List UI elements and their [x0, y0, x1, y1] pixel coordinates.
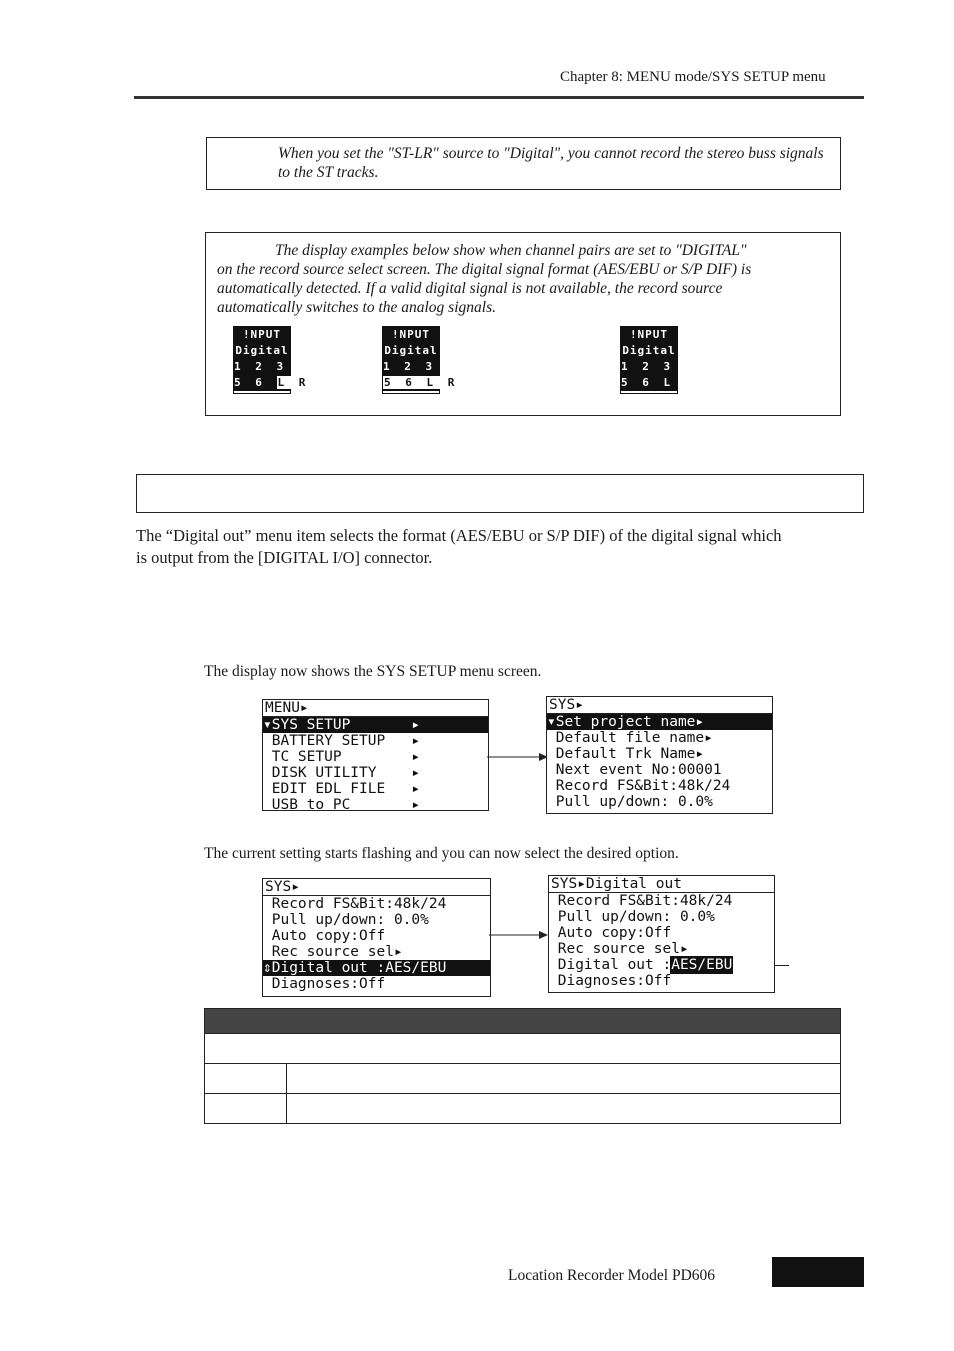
callout-line: [775, 965, 789, 966]
lcd-row: Rec source sel▸: [263, 944, 403, 960]
lcd-row: Auto copy:Off: [263, 928, 386, 944]
arrow-right-icon: [489, 928, 549, 942]
note-line-2: on the record source select screen. The digital signal format (AES/EBU or S/P DIF) is: [217, 261, 752, 278]
note-box-st-lr: [206, 137, 841, 190]
lcd-row-selected: ▾SYS SETUP ▸: [263, 717, 488, 733]
section-title-box: [136, 474, 864, 513]
lcd-row: BATTERY SETUP ▸: [263, 733, 421, 749]
lcd-row: Diagnoses:Off: [263, 976, 386, 992]
arrow-right-icon: [487, 750, 549, 764]
lcd-title: MENU▸: [263, 700, 488, 717]
table-row: [205, 1094, 841, 1124]
lcd-row: Pull up/down: 0.0%: [549, 909, 715, 925]
note-line-1: The display examples below show when channel pairs are set to "DIGITAL": [275, 242, 747, 259]
lcd-sys-screen: [546, 696, 773, 814]
footer-text: Location Recorder Model PD606: [508, 1267, 716, 1284]
lcd-title: SYS▸: [547, 697, 772, 714]
options-table: [204, 1008, 841, 1124]
lcd-sys-screen-digital-out: [262, 878, 491, 997]
table-row: [205, 1034, 841, 1064]
lcd-row: Record FS&Bit:48k/24: [547, 778, 731, 794]
lcd-title: SYS▸Digital out: [549, 876, 774, 893]
lcd-row: Next event No:00001: [547, 762, 722, 778]
table-row: [205, 1064, 841, 1094]
lcd-title: SYS▸: [263, 879, 490, 896]
input-display-example-1: !NPUT Digital 1 2 3 4 5 6 L R: [233, 326, 291, 394]
lcd-row: DISK UTILITY ▸: [263, 765, 421, 781]
lcd-row: TC SETUP ▸: [263, 749, 421, 765]
note-line-4: automatically switches to the analog signals.: [217, 299, 496, 316]
lcd-row: Pull up/down: 0.0%: [263, 912, 429, 928]
lcd-row-digital-out: Digital out :AES/EBU: [549, 957, 733, 973]
lcd-row: Default file name▸: [547, 730, 713, 746]
lcd-menu-screen: [262, 699, 489, 811]
lcd-row: USB to PC ▸: [263, 797, 421, 813]
chapter-header: Chapter 8: MENU mode/SYS SETUP menu: [560, 69, 826, 85]
lcd-row: EDIT EDL FILE ▸: [263, 781, 421, 797]
lcd-digital-out-screen: [548, 875, 775, 993]
body-paragraph: The “Digital out” menu item selects the format (AES/EBU or S/P DIF) of the digital signal which is output from the [DIGITAL I/O] connector.: [136, 526, 782, 567]
lcd-row: Record FS&Bit:48k/24: [263, 896, 447, 912]
step-1-text: The display now shows the SYS SETUP menu screen.: [204, 663, 542, 680]
lcd-row-selected: ▾Set project name▸: [547, 714, 772, 730]
input-display-example-2: !NPUT Digital 1 2 3 4 5 6 L R: [382, 326, 440, 394]
page-number-box: [772, 1257, 864, 1287]
input-display-example-3: !NPUT Digital 1 2 3 4 5 6 L R: [620, 326, 678, 394]
lcd-row: Default Trk Name▸: [547, 746, 705, 762]
step-2-text: The current setting starts flashing and you can now select the desired option.: [204, 845, 679, 862]
table-header-row: [205, 1009, 841, 1034]
note-line-3: automatically detected. If a valid digital signal is not available, the record source: [217, 280, 723, 297]
lcd-row: Rec source sel▸: [549, 941, 689, 957]
lcd-row: Auto copy:Off: [549, 925, 672, 941]
lcd-row: Diagnoses:Off: [549, 973, 672, 989]
flashing-value: AES/EBU: [671, 957, 733, 973]
note-text: When you set the "ST-LR" source to "Digital", you cannot record the stereo buss signals to the ST tracks.: [278, 145, 824, 181]
lcd-row: Pull up/down: 0.0%: [547, 794, 713, 810]
lcd-row-selected: ⇕Digital out :AES/EBU: [263, 960, 490, 976]
header-rule: [134, 96, 864, 99]
lcd-row: Record FS&Bit:48k/24: [549, 893, 733, 909]
